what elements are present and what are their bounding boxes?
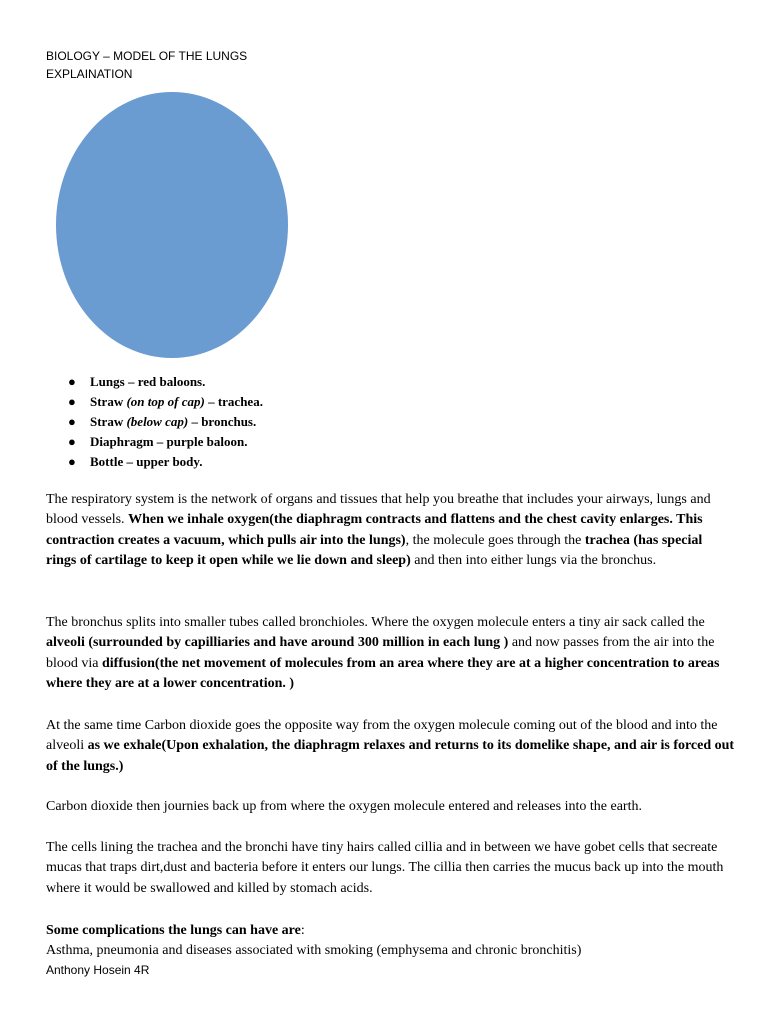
paragraph-carbon-dioxide (46, 716, 736, 777)
list-item-text: – bronchus. (188, 414, 257, 429)
list-item (68, 412, 263, 432)
bullet-icon: ● (68, 394, 76, 409)
text-run: Carbon dioxide then journies back up from where the oxygen molecule entered and releases into the earth. (46, 799, 642, 814)
bold-run: When we inhale oxygen(the diaphragm contracts and flattens and the chest cavity enlarges. This contraction creates a vacuum, which pulls air into the lungs) (46, 512, 703, 548)
list-item-text: Lungs – red baloons. (90, 374, 206, 389)
model-key-list (68, 372, 263, 472)
text-run: The bronchus splits into smaller tubes called bronchioles. Where the oxygen molecule enters a tiny air sack called the (46, 615, 705, 630)
paragraph-respiratory-system (46, 490, 736, 572)
document-subtitle: EXPLAINATION (46, 67, 133, 81)
list-item-note: (below cap) (126, 414, 189, 429)
list-item-text: – trachea. (204, 394, 263, 409)
lung-model-figure (56, 92, 288, 358)
list-item-note: (on top of cap) (126, 394, 205, 409)
text-run: Asthma, pneumonia and diseases associated with smoking (emphysema and chronic bronchitis) (46, 943, 582, 959)
list-item (68, 432, 263, 452)
text-run: and then into either lungs via the bronchus. (410, 553, 657, 569)
text-run: and now passes from the air into the blood via (46, 635, 715, 671)
text-run: : (300, 923, 305, 938)
bold-run: alveoli (surrounded by capilliaries and have around 300 million in each lung ) (46, 635, 509, 651)
author-name: Anthony Hosein 4R (46, 963, 150, 977)
list-item-text: Diaphragm – purple baloon. (90, 434, 248, 449)
text-run: At the same time Carbon dioxide goes the opposite way from the oxygen molecule coming out of the blood and into the alveoli (46, 718, 718, 754)
text-run: The respiratory system is the network of organs and tissues that help you breathe that includes your airways, lungs and blood vessels. (46, 492, 711, 528)
document-title: BIOLOGY – MODEL OF THE LUNGS (46, 49, 248, 63)
bold-run: as we exhale(Upon exhalation, the diaphragm relaxes and returns to its domelike shape, and air is forced out of the lungs.) (46, 738, 735, 774)
list-item-text: Straw (90, 394, 127, 409)
paragraph-bronchioles (46, 613, 736, 695)
bold-run: trachea (has special rings of cartilage to keep it open while we lie down and sleep) (46, 532, 703, 569)
list-item (68, 372, 263, 392)
bold-run: Some complications the lungs can have are (46, 923, 301, 938)
list-item (68, 452, 263, 472)
bullet-icon: ● (68, 414, 76, 429)
bold-run: diffusion(the net movement of molecules from an area where they are at a higher concentration to areas where they are at a lower concentration. ) (46, 655, 720, 692)
paragraph-carbon-dioxide-release (46, 797, 736, 817)
bullet-icon: ● (68, 374, 76, 389)
list-item (68, 392, 263, 412)
list-item-text: Straw (90, 414, 127, 429)
paragraph-complications (46, 921, 736, 962)
bullet-icon: ● (68, 454, 76, 469)
text-run: The cells lining the trachea and the bronchi have tiny hairs called cillia and in between we have gobet cells that secreate mucas that traps dirt,dust and bacteria before it enters our lungs. The cillia then carries the mucus back up into the mouth where it would be swallowed and killed by stomach acids. (46, 840, 724, 896)
paragraph-cillia (46, 838, 736, 899)
bullet-icon: ● (68, 434, 76, 449)
text-run: , the molecule goes through the (405, 532, 585, 548)
list-item-text: Bottle – upper body. (90, 454, 203, 469)
